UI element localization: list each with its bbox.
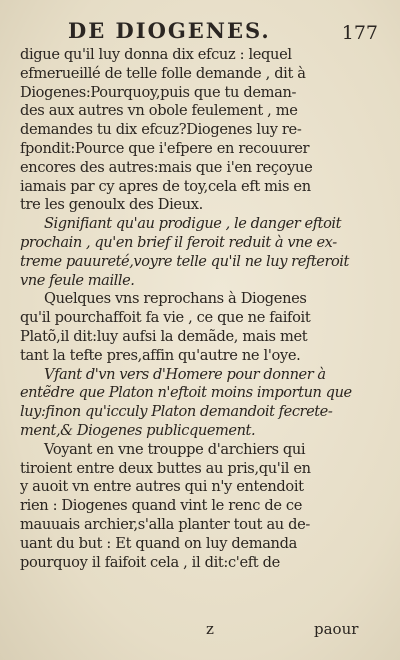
text-line: Platõ,il dit:luy aufsi la demãde, mais met: [20, 327, 308, 345]
text-line: fpondit:Pource que i'efpere en recouurer: [20, 139, 310, 157]
catchword: paour: [314, 620, 359, 638]
commentary-line: Vfant d'vn vers d'Homere pour donner à: [44, 365, 326, 383]
text-line: demandes tu dix efcuz?Diogenes luy re-: [20, 121, 302, 139]
text-line: iamais par cy apres de toy,cela eft mis en: [20, 177, 311, 195]
commentary-line: Signifiant qu'au prodigue , le danger eftoit: [44, 215, 342, 233]
commentary-line: ment,& Diogenes publicquement.: [20, 421, 256, 439]
text-line: uant du but : Et quand on luy demanda: [20, 534, 297, 552]
text-line: encores des autres:mais que i'en reçoyue: [20, 158, 313, 176]
commentary-line: vne feule maille.: [20, 271, 135, 289]
text-line: pourquoy il faifoit cela , il dit:c'eft de: [20, 553, 280, 571]
text-line: y auoit vn entre autres qui n'y entendoit: [20, 478, 304, 496]
commentary-line: luy:finon qu'icculy Platon demandoit fecrete-: [20, 403, 333, 421]
text-line: Voyant en vne trouppe d'archiers qui: [44, 440, 306, 458]
commentary-line: prochain , qu'en brief il feroit reduit à vne ex-: [20, 233, 337, 251]
running-title: DE DIOGENES.: [68, 18, 271, 43]
body-text: [20, 46, 392, 572]
text-line: digue qu'il luy donna dix efcuz : lequel: [20, 46, 292, 63]
running-head: [68, 18, 378, 42]
text-line: mauuais archier,s'alla planter tout au de-: [20, 515, 311, 533]
text-line: tiroient entre deux buttes au pris,qu'il en: [20, 459, 311, 477]
signature-mark: z: [206, 620, 214, 638]
text-line: Diogenes:Pourquoy,puis que tu deman-: [20, 83, 297, 101]
text-line: rien : Diogenes quand vint le renc de ce: [20, 497, 303, 515]
commentary-line: entẽdre que Platon n'eftoit moins importun que: [20, 384, 352, 402]
text-line: qu'il pourchaffoit fa vie , ce que ne faifoit: [20, 309, 311, 327]
page-number: 177: [341, 22, 378, 44]
commentary-line: treme pauureté,voyre telle qu'il ne luy refteroit: [20, 252, 349, 270]
page-footer: [0, 620, 400, 640]
text-line: tre les genoulx des Dieux.: [20, 196, 203, 214]
text-line: tant la tefte pres,affin qu'autre ne l'oye.: [20, 346, 301, 364]
text-line: des aux autres vn obole feulement , me: [20, 102, 298, 120]
text-line: Quelques vns reprochans à Diogenes: [44, 290, 307, 308]
text-line: efmerueillé de telle folle demande , dit à: [20, 64, 306, 82]
